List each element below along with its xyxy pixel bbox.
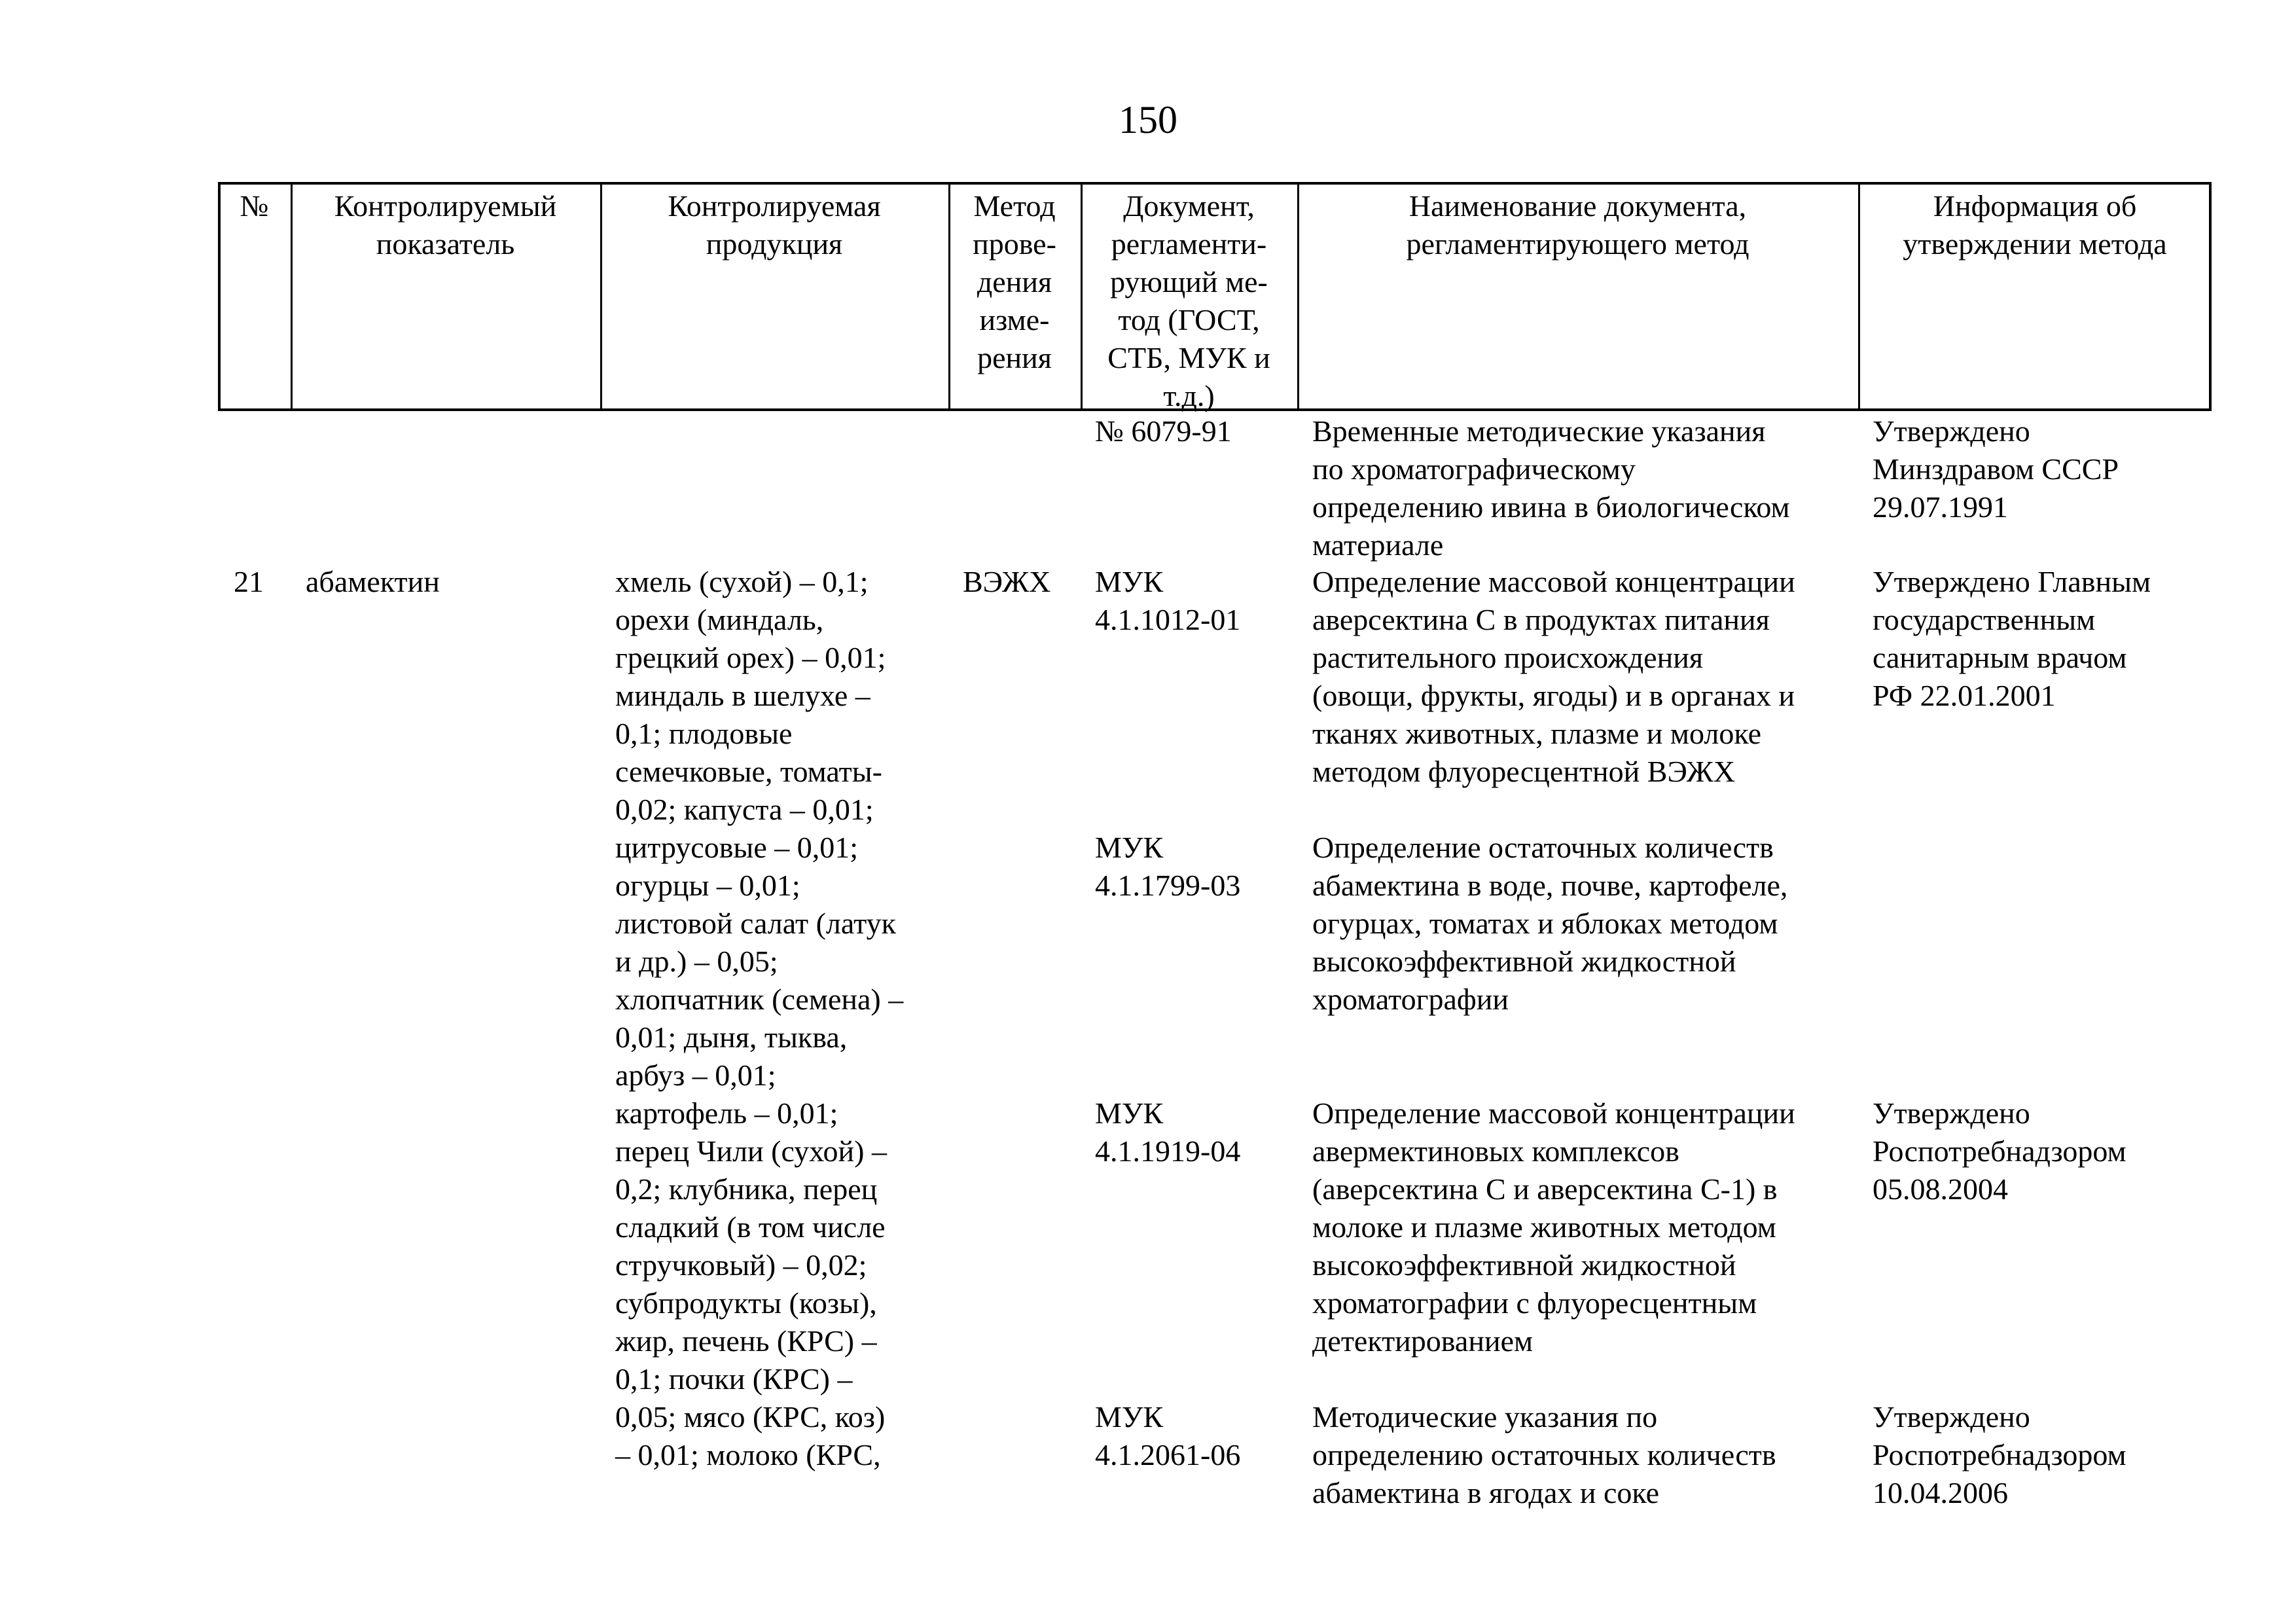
text-line: листовой салат (латук bbox=[615, 907, 896, 940]
header-line: регламентирующего метод bbox=[1406, 227, 1749, 261]
text-line: авермектиновых комплексов bbox=[1312, 1134, 1679, 1168]
indicator-name bbox=[306, 563, 440, 601]
text-line: Определение массовой концентрации bbox=[1312, 1096, 1795, 1130]
text-line: МУК bbox=[1095, 1400, 1164, 1434]
header-indicator bbox=[291, 187, 600, 263]
header-line: Документ, bbox=[1123, 189, 1255, 223]
document-name bbox=[1312, 1094, 1795, 1360]
document-code bbox=[1095, 1398, 1240, 1474]
text-line: перец Чили (сухой) – bbox=[615, 1134, 887, 1168]
text-line: цитрусовые – 0,01; bbox=[615, 831, 859, 864]
text-line: ВЭЖХ bbox=[963, 565, 1051, 598]
text-line: 0,1; почки (КРС) – bbox=[615, 1362, 853, 1396]
header-line: продукция bbox=[706, 227, 843, 261]
text-line: МУК bbox=[1095, 1096, 1164, 1130]
text-line: огурцах, томатах и яблоках методом bbox=[1312, 907, 1778, 940]
text-line: № 6079-91 bbox=[1095, 414, 1232, 448]
text-line: Методические указания по bbox=[1312, 1400, 1658, 1434]
header-product bbox=[600, 187, 948, 263]
document-name bbox=[1312, 412, 1790, 564]
header-document-name bbox=[1297, 187, 1858, 263]
header-line: рующий ме- bbox=[1110, 265, 1268, 298]
approval-info bbox=[1873, 1398, 2126, 1512]
document-code bbox=[1095, 412, 1232, 450]
text-line: (аверсектина С и аверсектина С-1) в bbox=[1312, 1172, 1778, 1206]
text-line: сладкий (в том числе bbox=[615, 1210, 886, 1244]
text-line: Роспотребнадзором bbox=[1873, 1438, 2126, 1471]
text-line: 0,02; капуста – 0,01; bbox=[615, 793, 874, 826]
text-line: 05.08.2004 bbox=[1873, 1172, 2008, 1206]
text-line: 0,1; плодовые bbox=[615, 717, 793, 750]
header-approval-info bbox=[1858, 187, 2212, 263]
document-code bbox=[1095, 829, 1240, 905]
text-line: – 0,01; молоко (КРС, bbox=[615, 1438, 881, 1471]
row-number bbox=[234, 563, 264, 601]
text-line: 0,2; клубника, перец bbox=[615, 1172, 878, 1206]
document-name bbox=[1312, 829, 1787, 1019]
text-line: аверсектина С в продуктах питания bbox=[1312, 603, 1770, 636]
header-line: утверждении метода bbox=[1903, 227, 2167, 261]
header-line: Контролируемая bbox=[668, 189, 881, 223]
text-line: 4.1.2061-06 bbox=[1095, 1438, 1241, 1471]
text-line: высокоэффективной жидкостной bbox=[1312, 945, 1736, 978]
text-line: Утверждено bbox=[1873, 1096, 2030, 1130]
document-name bbox=[1312, 1398, 1776, 1512]
text-line: определению ивина в биологическом bbox=[1312, 490, 1790, 524]
text-line: государственным bbox=[1873, 603, 2096, 636]
text-line: 4.1.1799-03 bbox=[1095, 869, 1241, 902]
text-line: санитарным врачом bbox=[1873, 641, 2127, 674]
document-name bbox=[1312, 563, 1795, 791]
controlled-products bbox=[615, 563, 903, 1474]
text-line: 0,05; мясо (КРС, коз) bbox=[615, 1400, 886, 1434]
header-line: Наименование документа, bbox=[1408, 189, 1747, 223]
text-line: арбуз – 0,01; bbox=[615, 1058, 776, 1092]
text-line: хроматографии с флуоресцентным bbox=[1312, 1286, 1757, 1320]
text-line: абамектина в ягодах и соке bbox=[1312, 1476, 1660, 1509]
text-line: Определение массовой концентрации bbox=[1312, 565, 1795, 598]
document-code bbox=[1095, 563, 1240, 639]
text-line: по хроматографическому bbox=[1312, 452, 1636, 486]
header-line: изме- bbox=[979, 303, 1050, 336]
text-line: картофель – 0,01; bbox=[615, 1096, 838, 1130]
approval-info bbox=[1873, 412, 2119, 526]
page-number: 150 bbox=[1119, 98, 1177, 141]
text-line: (овощи, фрукты, ягоды) и в органах и bbox=[1312, 679, 1795, 712]
text-line: МУК bbox=[1095, 831, 1164, 864]
text-line: Утверждено Главным bbox=[1873, 565, 2151, 598]
header-line: дения bbox=[977, 265, 1052, 298]
text-line: Временные методические указания bbox=[1312, 414, 1766, 448]
approval-info bbox=[1873, 1094, 2126, 1208]
text-line: детектированием bbox=[1312, 1324, 1534, 1358]
text-line: Минздравом СССР bbox=[1873, 452, 2119, 486]
text-line: Определение остаточных количеств bbox=[1312, 831, 1774, 864]
text-line: 10.04.2006 bbox=[1873, 1476, 2008, 1509]
text-line: материале bbox=[1312, 528, 1444, 562]
measurement-method bbox=[963, 563, 1050, 601]
header-line: прове- bbox=[973, 227, 1056, 261]
text-line: субпродукты (козы), bbox=[615, 1286, 877, 1320]
text-line: хмель (сухой) – 0,1; bbox=[615, 565, 869, 598]
document-code bbox=[1095, 1094, 1240, 1170]
text-line: методом флуоресцентной ВЭЖХ bbox=[1312, 755, 1736, 788]
header-line: тод (ГОСТ, bbox=[1118, 303, 1260, 336]
header-line: № bbox=[240, 189, 269, 223]
header-line: регламенти- bbox=[1111, 227, 1267, 261]
text-line: Утверждено bbox=[1873, 1400, 2030, 1434]
header-method bbox=[948, 187, 1081, 377]
text-line: грецкий орех) – 0,01; bbox=[615, 641, 886, 674]
text-line: тканях животных, плазме и молоке bbox=[1312, 717, 1762, 750]
header-line: Метод bbox=[973, 189, 1056, 223]
text-line: 21 bbox=[234, 565, 264, 598]
text-line: РФ 22.01.2001 bbox=[1873, 679, 2056, 712]
text-line: 29.07.1991 bbox=[1873, 490, 2008, 524]
text-line: огурцы – 0,01; bbox=[615, 869, 800, 902]
text-line: миндаль в шелухе – bbox=[615, 679, 870, 712]
text-line: 0,01; дыня, тыква, bbox=[615, 1020, 848, 1054]
text-line: семечковые, томаты- bbox=[615, 755, 882, 788]
text-line: Утверждено bbox=[1873, 414, 2030, 448]
header-line: Информация об bbox=[1933, 189, 2137, 223]
text-line: орехи (миндаль, bbox=[615, 603, 824, 636]
text-line: определению остаточных количеств bbox=[1312, 1438, 1776, 1471]
header-document bbox=[1081, 187, 1297, 415]
header-line: показатель bbox=[376, 227, 515, 261]
header-line: СТБ, МУК и bbox=[1107, 341, 1270, 374]
text-line: 4.1.1919-04 bbox=[1095, 1134, 1241, 1168]
text-line: жир, печень (КРС) – bbox=[615, 1324, 877, 1358]
text-line: молоке и плазме животных методом bbox=[1312, 1210, 1776, 1244]
text-line: Роспотребнадзором bbox=[1873, 1134, 2126, 1168]
text-line: растительного происхождения bbox=[1312, 641, 1703, 674]
text-line: высокоэффективной жидкостной bbox=[1312, 1248, 1736, 1282]
header-number bbox=[218, 187, 291, 225]
text-line: МУК bbox=[1095, 565, 1164, 598]
header-line: т.д.) bbox=[1163, 379, 1215, 412]
approval-info bbox=[1873, 563, 2151, 715]
text-line: абамектина в воде, почве, картофеле, bbox=[1312, 869, 1788, 902]
text-line: 4.1.1012-01 bbox=[1095, 603, 1241, 636]
text-line: абамектин bbox=[306, 565, 440, 598]
header-line: рения bbox=[977, 341, 1052, 374]
header-line: Контролируемый bbox=[334, 189, 557, 223]
text-line: хлопчатник (семена) – bbox=[615, 983, 904, 1016]
text-line: хроматографии bbox=[1312, 983, 1509, 1016]
text-line: и др.) – 0,05; bbox=[615, 945, 778, 978]
text-line: стручковый) – 0,02; bbox=[615, 1248, 867, 1282]
